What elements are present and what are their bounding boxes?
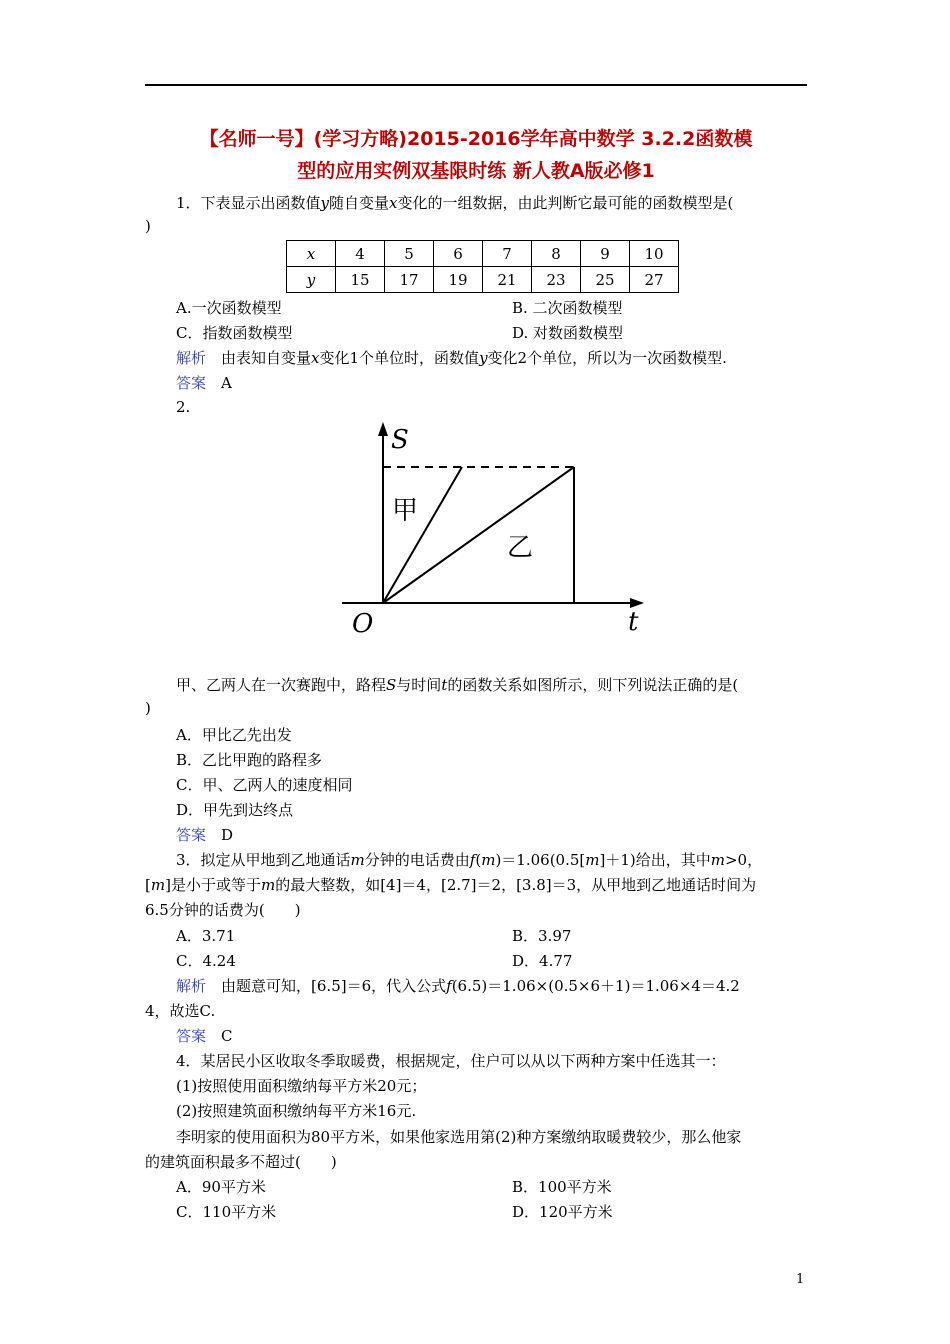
analysis-label: 解析 (176, 977, 207, 995)
q1-stem-end: ) (145, 217, 151, 235)
q1-option-b: B. 二次函数模型 (512, 299, 623, 317)
jia-line (383, 467, 462, 603)
document-title-line-1: 【名师一号】(学习方略)2015-2016学年高中数学 3.2.2函数模 (199, 128, 753, 150)
q1-data-table (286, 240, 679, 293)
q1-analysis: 解析 由表知自变量x变化1个单位时，函数值y变化2个单位，所以为一次函数模型. (176, 349, 727, 367)
table-cell: 17 (385, 267, 434, 293)
table-header-y: y (287, 267, 336, 293)
q3-option-a: A．3.71 (176, 927, 236, 945)
q3-analysis: 解析 由题意可知，[6.5]＝6，代入公式f(6.5)＝1.06×(0.5×6＋1)＝1.06×4＝4.2 (176, 977, 740, 995)
q2-option-b: B．乙比甲跑的路程多 (176, 751, 323, 769)
table-cell: 7 (483, 241, 532, 267)
table-header-x: x (287, 241, 336, 267)
page-number: 1 (796, 1272, 805, 1287)
answer-label: 答案 (176, 1027, 207, 1045)
q1-answer: 答案 A (176, 374, 232, 392)
table-cell: 8 (532, 241, 581, 267)
q4-stem-line-5: 的建筑面积最多不超过( ) (145, 1153, 337, 1171)
q2-number: 2. (176, 398, 191, 416)
table-cell: 15 (336, 267, 385, 293)
jia-label: 甲 (392, 496, 419, 526)
header-rule (145, 84, 807, 86)
answer-label: 答案 (176, 374, 207, 392)
table-cell: 4 (336, 241, 385, 267)
q4-option-c: C．110平方米 (176, 1203, 277, 1221)
document-title-line-2: 型的应用实例双基限时练 新人教A版必修1 (297, 160, 655, 182)
q4-stem-line-4: 李明家的使用面积为80平方米，如果他家选用第(2)种方案缴纳取暖费较少，那么他家 (176, 1128, 742, 1146)
q1-stem: 1．下表显示出函数值y随自变量x变化的一组数据，由此判断它最可能的函数模型是( (176, 194, 734, 212)
table-cell: 21 (483, 267, 532, 293)
q2-answer: 答案 D (176, 826, 234, 844)
q2-option-d: D．甲先到达终点 (176, 801, 294, 819)
q3-analysis-line-2: 4，故选C. (145, 1002, 216, 1020)
q2-stem: 甲、乙两人在一次赛跑中，路程S与时间t的函数关系如图所示，则下列说法正确的是( (176, 676, 739, 694)
q4-option-d: D．120平方米 (512, 1203, 613, 1221)
table-row-x (287, 241, 679, 267)
table-cell: 9 (581, 241, 630, 267)
table-cell: 6 (434, 241, 483, 267)
analysis-label: 解析 (176, 349, 207, 367)
table-cell: 27 (630, 267, 679, 293)
yi-label: 乙 (507, 533, 534, 563)
yi-line (383, 467, 574, 603)
q2-option-a: A．甲比乙先出发 (176, 726, 292, 744)
table-cell: 25 (581, 267, 630, 293)
q4-stem-line-1: 4．某居民小区收取冬季取暖费，根据规定，住户可以从以下两种方案中任选其一： (176, 1052, 726, 1070)
q4-plan-1: (1)按照使用面积缴纳每平方米20元； (176, 1077, 427, 1095)
table-cell: 5 (385, 241, 434, 267)
axis-label-t: t (628, 607, 639, 637)
q3-option-d: D．4.77 (512, 952, 573, 970)
q1-option-a: A.一次函数模型 (176, 299, 282, 317)
origin-label: O (352, 609, 374, 639)
q3-stem-line-2: [m]是小于或等于m的最大整数，如[4]＝4，[2.7]＝2，[3.8]＝3，从甲地到乙地通话时间为 (145, 876, 757, 894)
table-cell: 23 (532, 267, 581, 293)
q3-option-b: B．3.97 (512, 927, 572, 945)
q2-stem-end: ) (145, 699, 151, 717)
q2-distance-time-graph (330, 418, 660, 650)
table-row-y (287, 267, 679, 293)
q3-option-c: C．4.24 (176, 952, 236, 970)
answer-label: 答案 (176, 826, 207, 844)
table-cell: 10 (630, 241, 679, 267)
s-axis-arrow (378, 422, 388, 436)
q4-option-b: B．100平方米 (512, 1178, 612, 1196)
q3-stem-line-3: 6.5分钟的话费为( ) (145, 901, 301, 919)
q1-option-d: D. 对数函数模型 (512, 324, 624, 342)
table-cell: 19 (434, 267, 483, 293)
q2-option-c: C．甲、乙两人的速度相同 (176, 776, 353, 794)
axis-label-s: S (391, 425, 409, 455)
q3-answer: 答案 C (176, 1027, 233, 1045)
q4-option-a: A．90平方米 (176, 1178, 266, 1196)
q3-stem-line-1: 3．拟定从甲地到乙地通话m分钟的电话费由f(m)＝1.06(0.5[m]＋1)给出，其中m>0， (176, 851, 763, 869)
q1-option-c: C．指数函数模型 (176, 324, 293, 342)
q4-plan-2: (2)按照建筑面积缴纳每平方米16元. (176, 1102, 417, 1120)
